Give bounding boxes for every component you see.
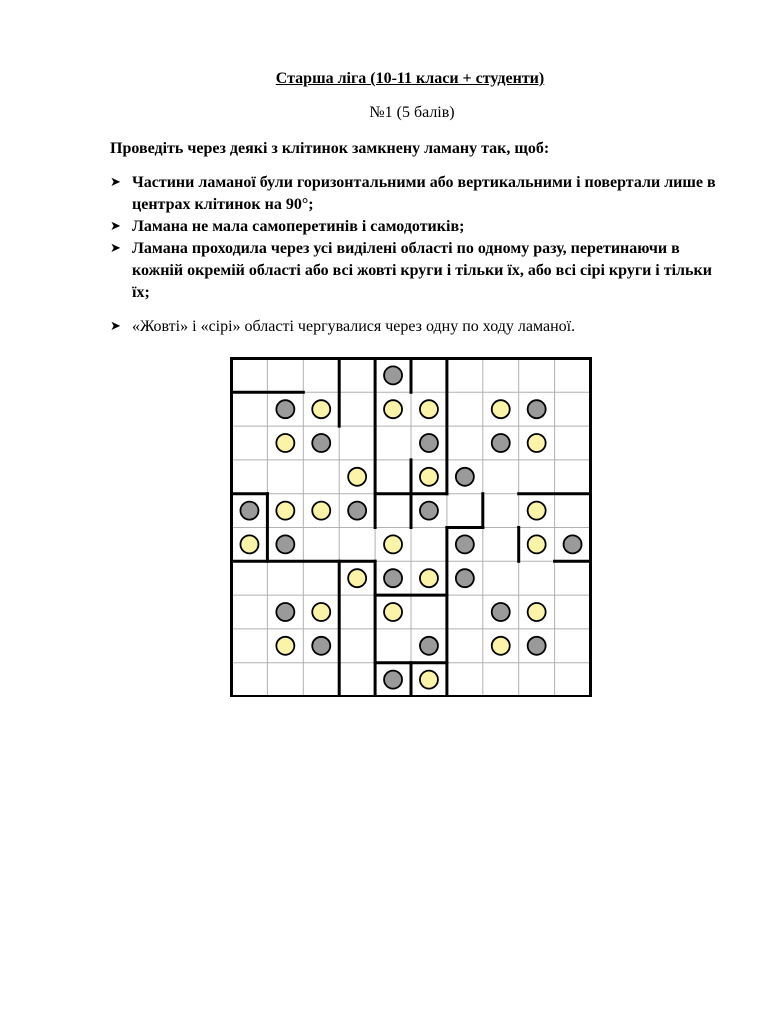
rule-item [110, 216, 720, 238]
gray-circle [312, 434, 330, 452]
yellow-circle [528, 434, 546, 452]
yellow-circle [384, 535, 402, 553]
gray-circle [420, 434, 438, 452]
rule-item [110, 238, 720, 304]
rule-item [110, 172, 720, 216]
yellow-circle [276, 434, 294, 452]
rule-text: «Жовті» і «сірі» області чергувалися через одну по ходу ламаної. [132, 318, 576, 335]
yellow-circle [312, 502, 330, 520]
yellow-circle [420, 671, 438, 689]
gray-circle [456, 468, 474, 486]
gray-circle [276, 603, 294, 621]
gray-circle [492, 434, 510, 452]
problem-number: №1 (5 балів) [369, 104, 455, 121]
puzzle-grid [230, 357, 592, 697]
arrow-bullet-icon: ➤ [110, 219, 121, 234]
arrow-bullet-icon: ➤ [110, 241, 121, 256]
yellow-circle [420, 400, 438, 418]
arrow-bullet-icon: ➤ [110, 319, 121, 334]
gray-circle [528, 637, 546, 655]
yellow-circle [420, 468, 438, 486]
yellow-circle [384, 400, 402, 418]
gray-circle [240, 502, 258, 520]
arrow-bullet-icon: ➤ [110, 175, 121, 190]
gray-circle [384, 569, 402, 587]
yellow-circle [312, 603, 330, 621]
yellow-circle [420, 569, 438, 587]
rule-text: Частини ламаної були горизонтальними або вертикальними і повертали лише в центрах клітинок на 90°; [132, 174, 716, 213]
yellow-circle [240, 535, 258, 553]
gray-circle [456, 569, 474, 587]
yellow-circle [492, 637, 510, 655]
problem-intro: Проведіть через деякі з клітинок замкнену ламану так, щоб: [110, 140, 550, 157]
rule-text: Ламана не мала самоперетинів і самодотиків; [132, 218, 465, 235]
yellow-circle [348, 468, 366, 486]
gray-circle [384, 671, 402, 689]
yellow-circle [528, 502, 546, 520]
page-title: Старша ліга (10-11 класи + студенти) [275, 70, 545, 87]
yellow-circle [492, 400, 510, 418]
yellow-circle [528, 535, 546, 553]
gray-circle [312, 637, 330, 655]
yellow-circle [312, 400, 330, 418]
rule-item [110, 316, 720, 338]
rule-text: Ламана проходила через усі виділені області по одному разу, перетинаючи в кожній окремій області або всі жовті круги і тільки їх, або всі сірі круги і тільки їх; [132, 240, 712, 301]
rules-list [110, 172, 720, 338]
gray-circle [420, 502, 438, 520]
yellow-circle [384, 603, 402, 621]
yellow-circle [528, 603, 546, 621]
yellow-circle [276, 502, 294, 520]
gray-circle [276, 535, 294, 553]
gray-circle [384, 366, 402, 384]
yellow-circle [348, 569, 366, 587]
gray-circle [420, 637, 438, 655]
gray-circle [528, 400, 546, 418]
gray-circle [348, 502, 366, 520]
gray-circle [276, 400, 294, 418]
yellow-circle [276, 637, 294, 655]
gray-circle [456, 535, 474, 553]
puzzle-svg [230, 357, 592, 697]
gray-circle [564, 535, 582, 553]
gray-circle [492, 603, 510, 621]
